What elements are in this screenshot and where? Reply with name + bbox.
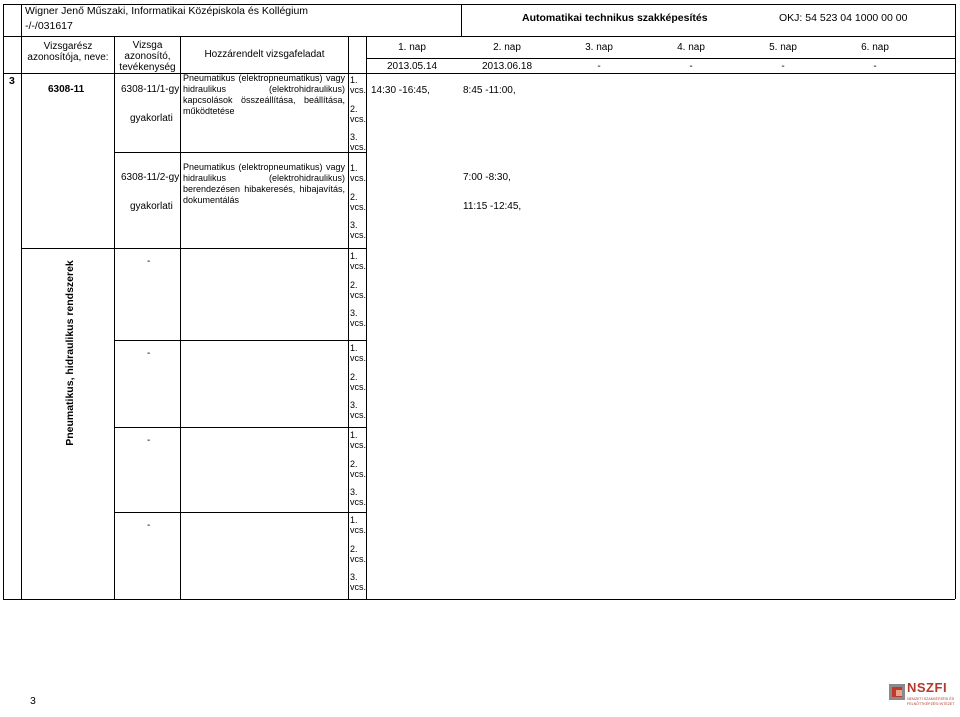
vcs-label: 1. vcs. — [350, 163, 367, 183]
page-number: 3 — [30, 695, 36, 707]
frame-right — [955, 4, 956, 599]
exam-task: Pneumatikus (elektropneumatikus) vagy hidraulikus (elektrohidraulikus) kapcsolások összeállítása, beállítása, működtetése — [183, 73, 345, 116]
empty-exam-dash: - — [147, 348, 151, 359]
time-slot: 11:15 -12:45, — [463, 201, 522, 212]
empty-exam-dash: - — [147, 520, 151, 531]
group-rule — [114, 512, 366, 513]
vcs-label: 2. vcs. — [350, 371, 367, 392]
row-number: 3 — [9, 75, 15, 87]
header-bottom-rule — [3, 36, 955, 37]
exam-part-code: 6308-11 — [48, 84, 85, 95]
frame-left — [3, 4, 4, 599]
day-label: 3. nap — [585, 42, 613, 53]
time-slot: 8:45 -11:00, — [463, 85, 516, 96]
logo-subtitle: FELNŐTTKÉPZÉSI INTÉZET — [907, 702, 955, 706]
group-rule — [114, 152, 366, 153]
vcs-label: 3. vcs. — [350, 487, 367, 507]
col-header-exam-line3: tevékenység — [119, 62, 176, 73]
col-header-exam-line2: azonosító, — [124, 51, 171, 62]
col-header-task: Hozzárendelt vizsgafeladat — [204, 49, 325, 60]
group-rule — [114, 340, 366, 341]
exam-activity: gyakorlati — [130, 201, 173, 212]
school-name: Wigner Jenő Műszaki, Informatikai Középiskola és Kollégium — [25, 5, 309, 17]
time-slot: 14:30 -16:45, — [371, 85, 430, 96]
vcs-label: 2. vcs. — [350, 543, 367, 564]
day-date: - — [689, 61, 693, 72]
vcs-label: 1. vcs. — [350, 515, 367, 535]
day-date: 2013.06.18 — [481, 61, 533, 72]
vcs-label: 2. vcs. — [350, 191, 367, 212]
group-rule — [21, 248, 114, 249]
exam-id: 6308-11/2-gy — [121, 172, 180, 183]
empty-exam-dash: - — [147, 256, 151, 267]
time-slot: 7:00 -8:30, — [463, 172, 511, 183]
vcs-label: 1. vcs. — [350, 343, 367, 363]
exam-id: 6308-11/1-gy — [121, 84, 180, 95]
col-line — [366, 36, 367, 599]
exam-task: Pneumatikus (elektropneumatikus) vagy hidraulikus (elektrohidraulikus) berendezésen hibakeresés, hibajavítás, dokumentálás — [183, 162, 345, 205]
vcs-label: 3. vcs. — [350, 132, 367, 152]
doc-code: -/-/031617 — [25, 20, 73, 32]
col-header-exam-line1: Vizsga — [132, 40, 163, 51]
vcs-label: 3. vcs. — [350, 400, 367, 420]
exam-part-name: Pneumatikus, hidraulikus rendszerek — [64, 260, 76, 446]
vcs-label: 1. vcs. — [350, 251, 367, 271]
header-divider-2 — [461, 4, 462, 36]
vcs-label: 3. vcs. — [350, 308, 367, 328]
day-date: - — [781, 61, 785, 72]
col-line — [21, 36, 22, 599]
day-date: - — [873, 61, 877, 72]
nszfi-logo — [888, 682, 958, 712]
exam-activity: gyakorlati — [130, 113, 173, 124]
vcs-label: 2. vcs. — [350, 279, 367, 300]
col-line — [180, 36, 181, 599]
logo-subtitle: NEMZETI SZAKKÉPZÉSI ÉS — [907, 697, 955, 701]
day-label: 1. nap — [398, 42, 426, 53]
vcs-label: 1. vcs. — [350, 430, 367, 450]
vcs-label: 2. vcs. — [350, 458, 367, 479]
vcs-label: 2. vcs. — [350, 103, 367, 124]
group-rule — [114, 427, 366, 428]
vcs-label: 1. vcs. — [350, 75, 367, 95]
group-rule — [114, 248, 366, 249]
day-label: 4. nap — [677, 42, 705, 53]
col-header-exam-part: Vizsgarész azonosítója, neve: — [27, 41, 109, 63]
day-label: 6. nap — [861, 42, 889, 53]
day-label: 2. nap — [493, 42, 521, 53]
qualification-title: Automatikai technikus szakképesítés — [522, 12, 708, 24]
vcs-label: 3. vcs. — [350, 220, 367, 240]
okj-code: OKJ: 54 523 04 1000 00 00 — [779, 12, 908, 24]
col-line — [348, 36, 349, 599]
logo-text: NSZFI — [907, 680, 948, 695]
frame-bottom — [3, 599, 955, 600]
day-date: - — [597, 61, 601, 72]
day-date: 2013.05.14 — [386, 61, 438, 72]
row-rule — [366, 58, 955, 59]
column-header-bottom-rule — [3, 73, 955, 74]
vcs-label: 3. vcs. — [350, 572, 367, 592]
day-label: 5. nap — [769, 42, 797, 53]
empty-exam-dash: - — [147, 435, 151, 446]
col-line — [114, 36, 115, 599]
